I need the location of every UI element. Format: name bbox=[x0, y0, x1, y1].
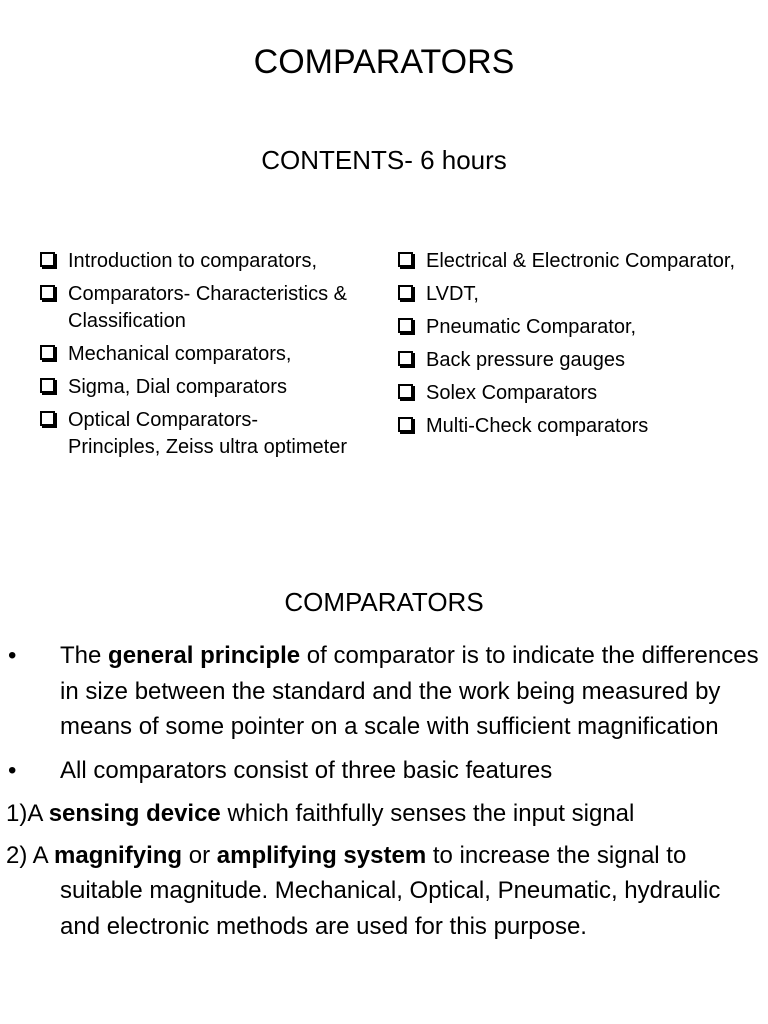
magnifying-text-end: to increase the signal to suitable magnitude. Mechanical, Optical, Pneumatic, hydraulic and electronic methods are used for this purpose. bbox=[60, 841, 721, 940]
checkbox-icon bbox=[398, 351, 413, 366]
bullet-icon: • bbox=[8, 756, 17, 784]
toc-item-label: Mechanical comparators, bbox=[68, 343, 292, 365]
features-text: All comparators consist of three basic features bbox=[60, 756, 553, 784]
contents-heading: CONTENTS- 6 hours bbox=[261, 145, 507, 175]
checkbox-icon bbox=[40, 285, 55, 300]
magnifying-bold: magnifying bbox=[54, 841, 183, 869]
toc-item bbox=[398, 347, 758, 374]
sensing-text-start: 1)A bbox=[6, 800, 49, 827]
checkbox-icon bbox=[40, 411, 55, 426]
toc-item-label: Multi-Check comparators bbox=[426, 415, 649, 437]
toc-item bbox=[40, 248, 350, 275]
toc-item bbox=[40, 281, 350, 335]
checkbox-icon bbox=[40, 378, 55, 393]
amplifying-bold: amplifying system bbox=[216, 841, 427, 869]
checkbox-icon bbox=[398, 384, 413, 399]
toc-item-label: LVDT, bbox=[426, 283, 479, 305]
toc-item-label: Introduction to comparators, bbox=[68, 250, 318, 272]
toc-item-label: Comparators- Characteristics & Classification bbox=[68, 283, 347, 332]
principle-text-start: The bbox=[60, 642, 109, 669]
sensing-device-paragraph bbox=[6, 796, 764, 832]
features-paragraph bbox=[6, 753, 764, 789]
toc-item-label: Optical Comparators- Principles, Zeiss ultra optimeter bbox=[68, 409, 347, 458]
sensing-text-end: which faithfully senses the input signal bbox=[220, 800, 635, 827]
toc-item-label: Electrical & Electronic Comparator, bbox=[426, 250, 736, 272]
magnifying-system-paragraph bbox=[6, 838, 764, 945]
section-body bbox=[6, 638, 764, 950]
checkbox-icon bbox=[40, 252, 55, 267]
checkbox-icon bbox=[398, 252, 413, 267]
bullet-icon: • bbox=[8, 642, 17, 669]
principle-text-end: of comparator is to indicate the differences in size between the standard and the work being measured by means of some pointer on a scale with sufficient magnification bbox=[60, 642, 759, 740]
toc-left-column bbox=[40, 248, 350, 467]
toc-item bbox=[40, 374, 350, 401]
toc-right-column bbox=[398, 248, 758, 446]
section-title: COMPARATORS bbox=[284, 587, 484, 617]
toc-item-label: Sigma, Dial comparators bbox=[68, 376, 287, 398]
checkbox-icon bbox=[398, 318, 413, 333]
toc-item bbox=[40, 341, 350, 368]
principle-bold: general principle bbox=[108, 642, 301, 669]
magnifying-text-mid: or bbox=[182, 841, 217, 869]
toc-item-label: Solex Comparators bbox=[426, 382, 598, 404]
checkbox-icon bbox=[40, 345, 55, 360]
toc-item bbox=[398, 248, 758, 275]
sensing-bold: sensing device bbox=[48, 800, 221, 827]
magnifying-text-start: 2) A bbox=[6, 841, 55, 869]
toc-item bbox=[398, 281, 758, 308]
principle-paragraph bbox=[6, 638, 764, 745]
page-title: COMPARATORS bbox=[253, 43, 515, 81]
toc-item-label: Pneumatic Comparator, bbox=[426, 316, 637, 338]
toc-item bbox=[40, 407, 350, 461]
checkbox-icon bbox=[398, 417, 413, 432]
toc-item bbox=[398, 413, 758, 440]
toc-item bbox=[398, 380, 758, 407]
checkbox-icon bbox=[398, 285, 413, 300]
toc-item-label: Back pressure gauges bbox=[426, 349, 626, 371]
toc-item bbox=[398, 314, 758, 341]
